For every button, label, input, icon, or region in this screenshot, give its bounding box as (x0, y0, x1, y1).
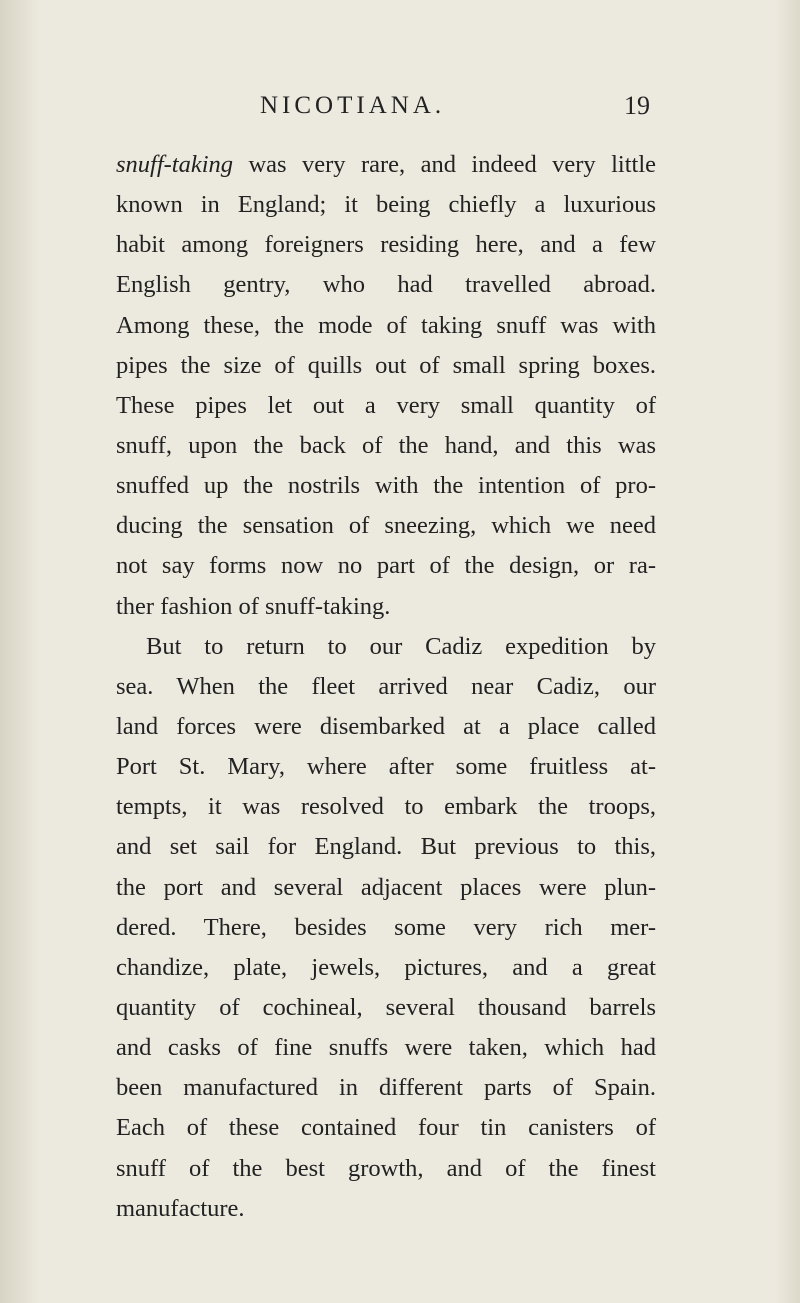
text-line: Port St. Mary, where after some fruitless at- (116, 753, 656, 781)
text-line: known in England; it being chiefly a luxurious (116, 191, 656, 219)
text-line: Among these, the mode of taking snuff was with (116, 311, 656, 339)
text-line: ther fashion of snuff-taking. (116, 592, 391, 620)
text-line: snuff of the best growth, and of the finest (116, 1154, 656, 1182)
text-line: snuff, upon the back of the hand, and this was (116, 431, 656, 459)
text-line: tempts, it was resolved to embark the troops, (116, 793, 656, 821)
text-line (116, 145, 656, 185)
text-line: sea. When the fleet arrived near Cadiz, our (116, 672, 656, 700)
text-line: been manufactured in different parts of Spain. (116, 1074, 656, 1102)
text-line: not say forms now no part of the design, or ra- (116, 552, 656, 580)
text-line: dered. There, besides some very rich mer- (116, 913, 656, 941)
text-line: But to return to our Cadiz expedition by (146, 632, 656, 660)
text-line: Each of these contained four tin canisters of (116, 1114, 656, 1142)
running-head-title: NICOTIANA. (260, 92, 446, 119)
text-line: chandize, plate, jewels, pictures, and a great (116, 953, 656, 981)
text-line: and casks of fine snuffs were taken, which had (116, 1034, 656, 1062)
text-line: habit among foreigners residing here, and a few (116, 231, 656, 259)
text-line: land forces were disembarked at a place called (116, 712, 656, 740)
text-line: ducing the sensation of sneezing, which we need (116, 512, 656, 540)
text-span: was very rare, and indeed very little (233, 151, 656, 178)
text-line: These pipes let out a very small quantity of (116, 391, 656, 419)
body-text (116, 145, 656, 1229)
running-head (0, 88, 800, 124)
text-line: manufacture. (116, 1194, 245, 1222)
text-line: snuffed up the nostrils with the intention of pro- (116, 472, 656, 500)
text-line: pipes the size of quills out of small spring boxes. (116, 351, 656, 379)
text-line: quantity of cochineal, several thousand barrels (116, 993, 656, 1021)
text-line: English gentry, who had travelled abroad. (116, 271, 656, 299)
italic-term: snuff-taking (116, 151, 234, 178)
text-line: and set sail for England. But previous to this, (116, 833, 656, 861)
text-line: the port and several adjacent places were plun- (116, 873, 656, 901)
page-number: 19 (624, 91, 650, 120)
